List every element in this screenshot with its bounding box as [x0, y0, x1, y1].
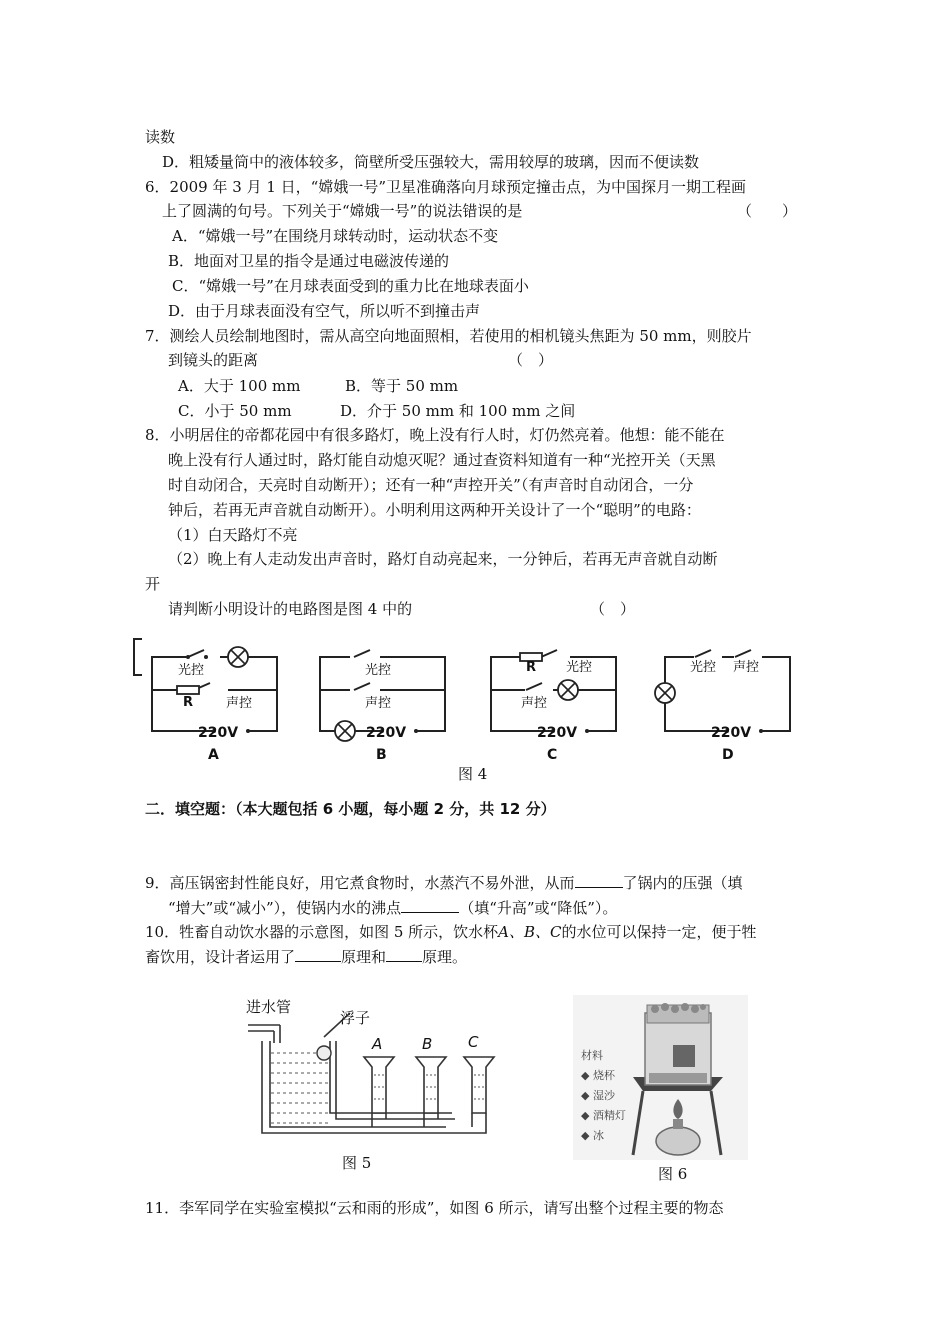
- question-9-text: “增大”或“减小”），使锅内水的沸点: [168, 899, 402, 917]
- switch-label: 光控: [566, 660, 593, 675]
- voltage-label: 220V: [366, 725, 407, 741]
- question-11: 11．李军同学在实验室模拟“云和雨的形成”，如图 6 所示，请写出整个过程主要的物态: [145, 1199, 724, 1217]
- text-line: 读数: [145, 128, 176, 146]
- figure-4-circuits: [128, 633, 808, 768]
- switch-label: 光控: [690, 660, 717, 675]
- option-label: D: [722, 747, 734, 763]
- option-b: B．等于 50 mm: [345, 377, 459, 395]
- resistor-label: R: [526, 660, 537, 675]
- answer-paren: （ ）: [508, 351, 554, 369]
- question-6-cont: 上了圆满的句号。下列关于“嫦娥一号”的说法错误的是: [162, 202, 523, 220]
- answer-blank[interactable]: [295, 947, 341, 962]
- option-label: C: [547, 747, 558, 763]
- question-8-cont: 钟后，若再无声音就自动断开）。小明利用这两种开关设计了一个“聪明”的电路：: [168, 501, 701, 519]
- voltage-label: 220V: [537, 725, 578, 741]
- question-8: 8．小明居住的帝都花园中有很多路灯，晚上没有行人时，灯仍然亮着。他想：能不能在: [145, 426, 725, 444]
- cup-label: A: [372, 1035, 383, 1053]
- question-10-text: 的水位可以保持一定，便于牲: [561, 923, 757, 941]
- question-6: 6．2009 年 3 月 1 日，“嫦娥一号”卫星准确落向月球预定撞击点，为中国探月一期工程画: [145, 178, 746, 196]
- answer-paren: （ ）: [737, 202, 798, 220]
- material-item: ◆ 湿沙: [581, 1089, 615, 1102]
- figure-caption: 图 6: [658, 1165, 688, 1183]
- question-9-text: 9．高压锅密封性能良好，用它煮食物时，水蒸汽不易外泄，从而: [145, 874, 575, 892]
- inlet-label: 进水管: [246, 998, 292, 1016]
- option-c: C．“嫦娥一号”在月球表面受到的重力比在地球表面小: [172, 277, 529, 295]
- option-c: C．小于 50 mm: [178, 402, 292, 420]
- material-item: ◆ 酒精灯: [581, 1109, 626, 1122]
- question-10: [145, 922, 757, 942]
- switch-label: 声控: [733, 660, 760, 675]
- materials-title: 材料: [581, 1049, 603, 1062]
- figure-caption: 图 4: [458, 765, 488, 783]
- figure-caption: 图 5: [342, 1154, 372, 1172]
- figure-6-cloud-rain: [573, 995, 748, 1160]
- answer-paren: （ ）: [590, 600, 636, 618]
- figure-5-water-feeder: [240, 995, 505, 1145]
- cup-label: B: [422, 1035, 433, 1053]
- option-d: D．由于月球表面没有空气，所以听不到撞击声: [168, 302, 481, 320]
- voltage-label: 220V: [198, 725, 239, 741]
- answer-blank[interactable]: [575, 873, 623, 888]
- answer-blank[interactable]: [401, 898, 459, 913]
- question-8-cont: 请判断小明设计的电路图是图 4 中的: [168, 600, 413, 618]
- question-7-cont: 到镜头的距离: [168, 351, 259, 369]
- answer-blank[interactable]: [386, 947, 422, 962]
- cup-letters: A、B、C: [498, 923, 562, 941]
- switch-label: 声控: [365, 696, 392, 711]
- question-9-text: 了锅内的压强（填: [622, 874, 743, 892]
- question-10-text: 原理。: [422, 948, 468, 966]
- option-d-prev: D．粗矮量筒中的液体较多，筒壁所受压强较大，需用较厚的玻璃，因而不便读数: [162, 153, 700, 171]
- question-8-cont: （1）白天路灯不亮: [168, 526, 298, 544]
- question-7: 7．测绘人员绘制地图时，需从高空向地面照相，若使用的相机镜头焦距为 50 mm，则胶片: [145, 327, 752, 345]
- switch-label: 声控: [521, 696, 548, 711]
- section-heading: 二．填空题：（本大题包括 6 小题，每小题 2 分，共 12 分）: [145, 800, 556, 818]
- voltage-label: 220V: [711, 725, 752, 741]
- switch-label: 声控: [226, 696, 253, 711]
- material-item: ◆ 烧杯: [581, 1069, 615, 1082]
- resistor-label: R: [183, 695, 194, 710]
- question-9-cont: [168, 898, 617, 918]
- switch-label: 光控: [178, 663, 205, 678]
- question-10-cont: [145, 947, 467, 967]
- option-d: D．介于 50 mm 和 100 mm 之间: [340, 402, 576, 420]
- question-8-cont: 开: [145, 575, 161, 593]
- material-item: ◆ 冰: [581, 1129, 604, 1142]
- option-b: B．地面对卫星的指令是通过电磁波传递的: [168, 252, 450, 270]
- question-10-text: 10．牲畜自动饮水器的示意图，如图 5 所示，饮水杯: [145, 923, 499, 941]
- option-label: A: [208, 747, 219, 763]
- float-label: 浮子: [340, 1009, 371, 1027]
- question-9: [145, 873, 743, 893]
- option-a: A．大于 100 mm: [178, 377, 301, 395]
- option-a: A．“嫦娥一号”在围绕月球转动时，运动状态不变: [172, 227, 499, 245]
- question-8-cont: （2）晚上有人走动发出声音时，路灯自动亮起来，一分钟后，若再无声音就自动断: [168, 550, 718, 568]
- question-8-cont: 时自动闭合，天亮时自动断开）；还有一种“声控开关”（有声音时自动闭合，一分: [168, 476, 694, 494]
- question-10-text: 畜饮用，设计者运用了: [145, 948, 296, 966]
- cup-label: C: [468, 1033, 479, 1051]
- question-8-cont: 晚上没有行人通过时，路灯能自动熄灭呢？通过查资料知道有一种“光控开关（天黑: [168, 451, 716, 469]
- question-10-text: 原理和: [341, 948, 387, 966]
- question-9-text: （填“升高”或“降低”）。: [459, 899, 618, 917]
- switch-label: 光控: [365, 663, 392, 678]
- option-label: B: [376, 747, 387, 763]
